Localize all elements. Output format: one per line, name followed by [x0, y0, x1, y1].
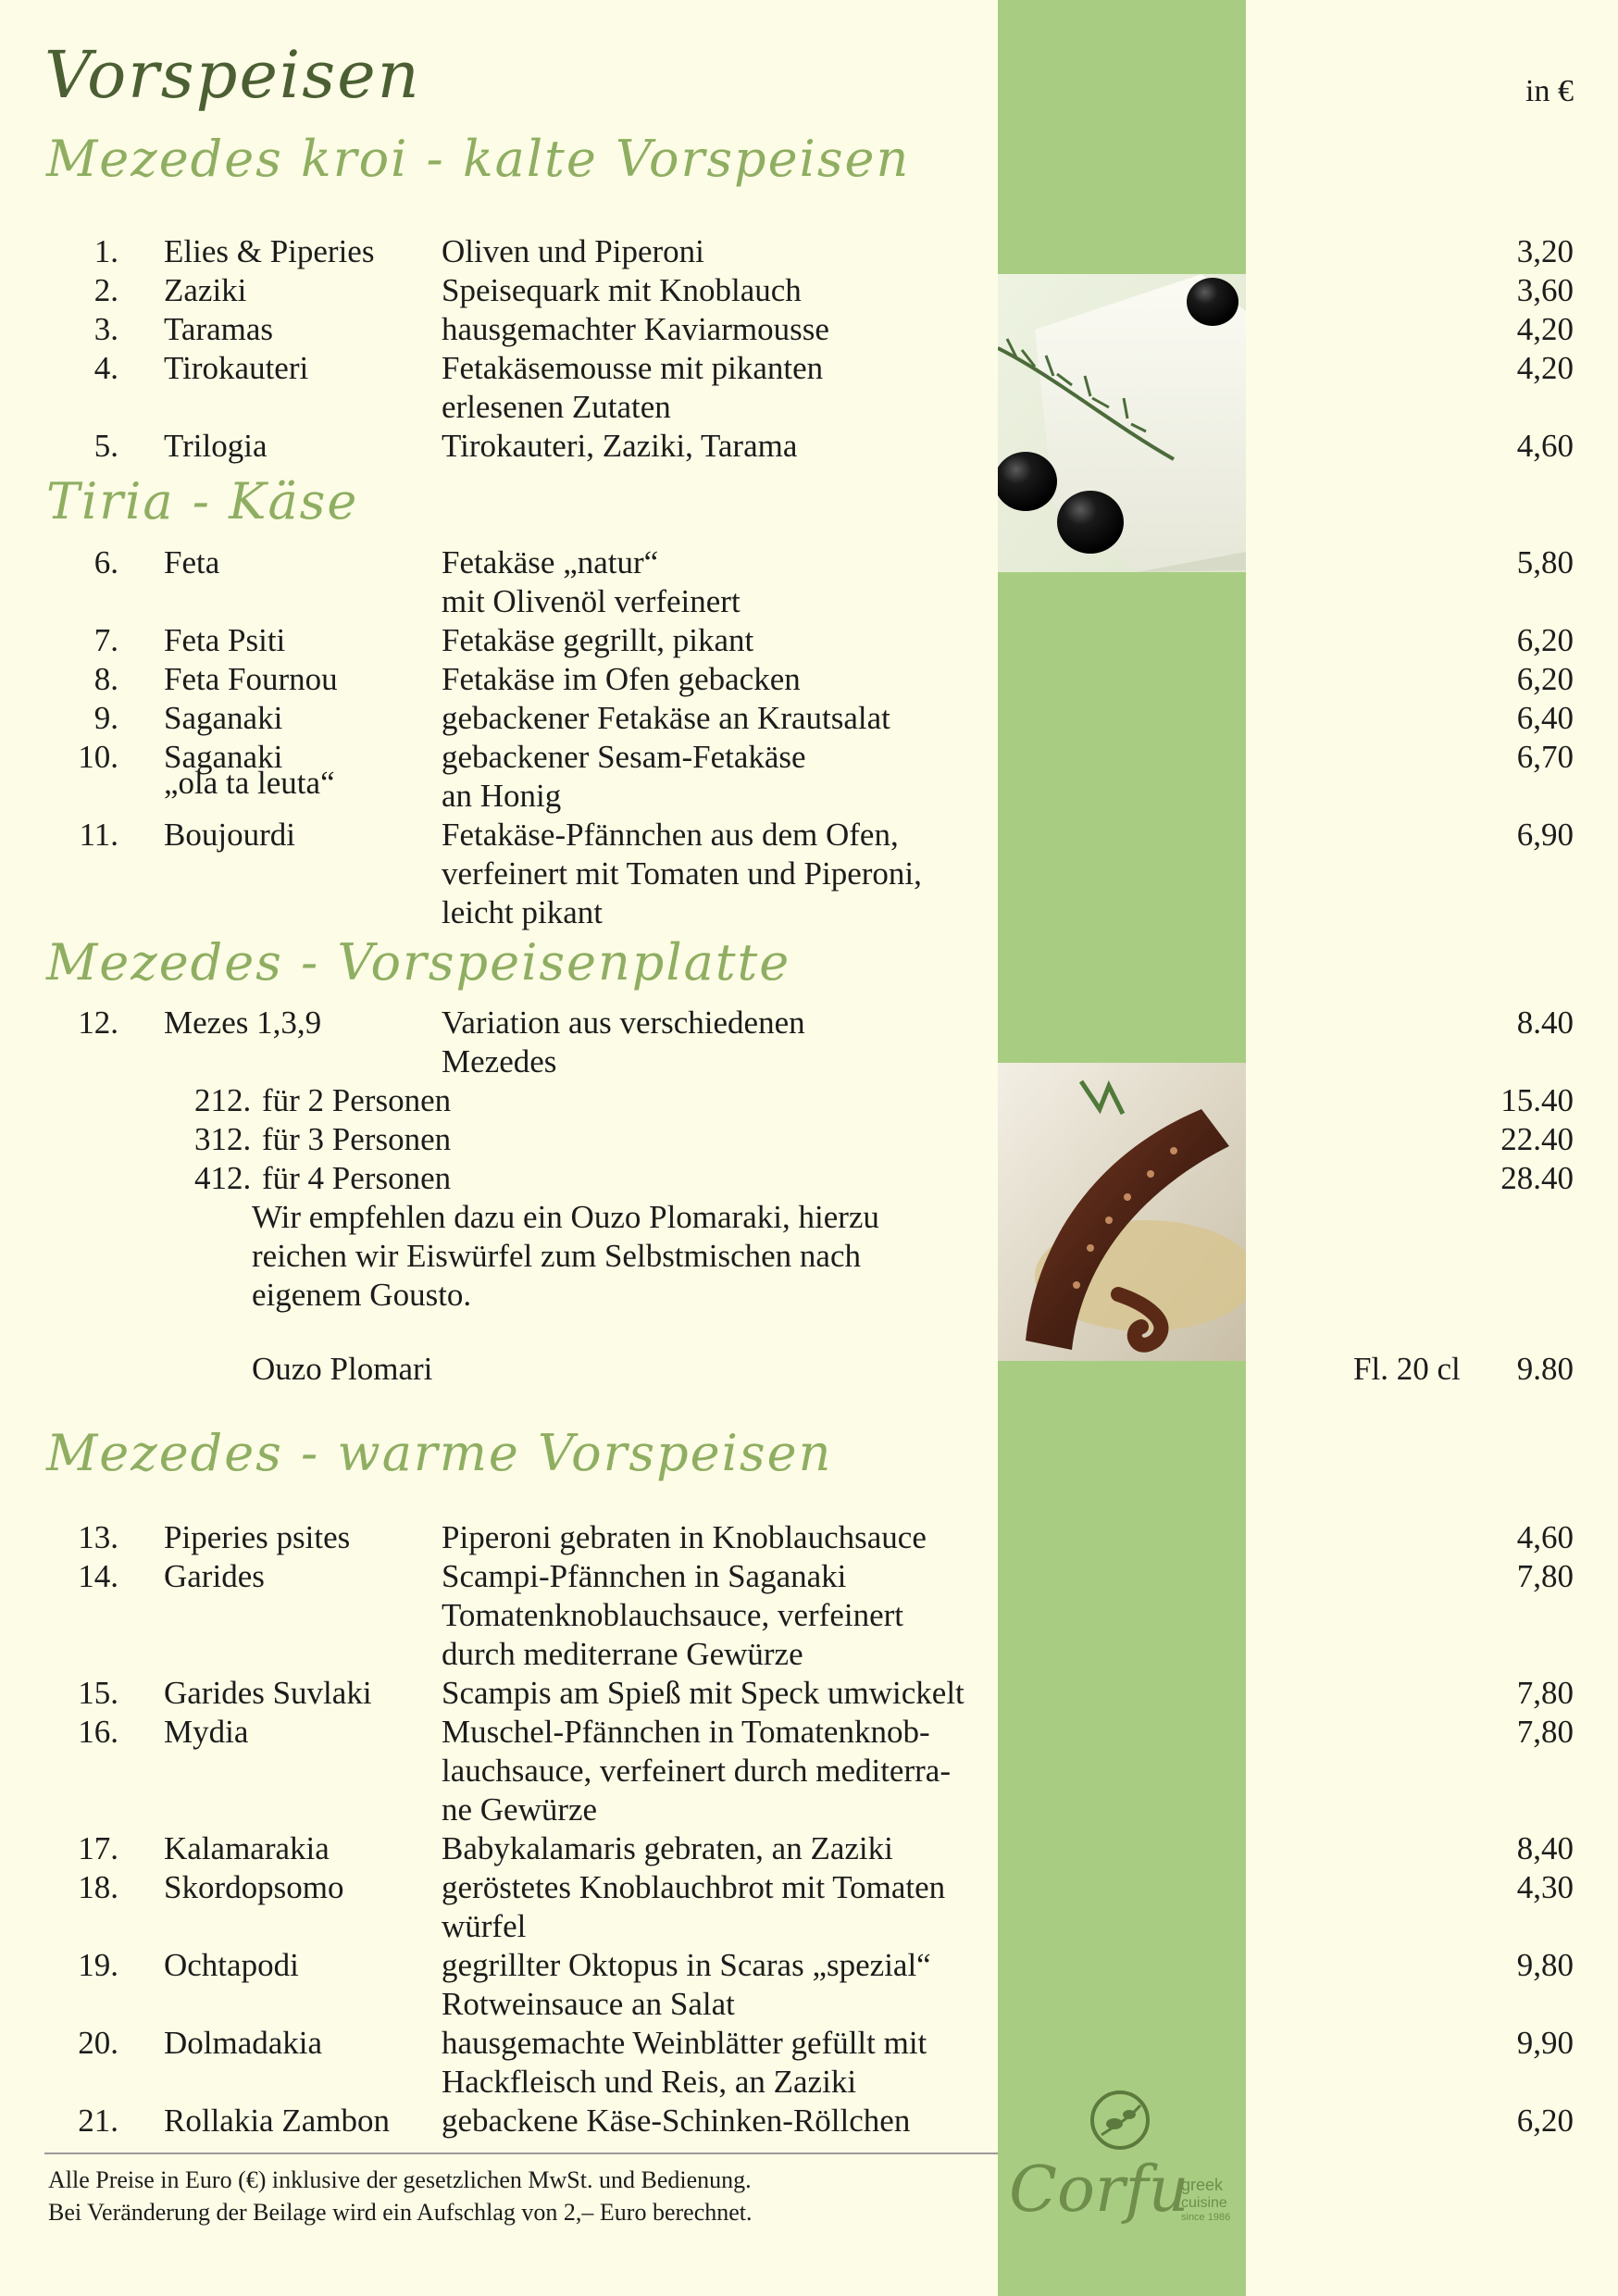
item-description: [442, 543, 997, 621]
item-name-line: Kalamarakia: [164, 1830, 330, 1866]
item-description-line: Scampis am Spieß mit Speck umwickelt: [442, 1675, 965, 1711]
footer-line-1: Alle Preise in Euro (€) inklusive der gesetzlichen MwSt. und Bedienung.: [48, 2166, 752, 2193]
item-number: 10.: [78, 739, 118, 775]
section-title-cheese: Tiria - Käse: [46, 472, 359, 530]
section-title-cold: Mezedes kroi - kalte Vorspeisen: [46, 130, 911, 188]
item-description-line: würfel: [442, 1908, 527, 1944]
item-description-line: Scampi-Pfännchen in Saganaki: [442, 1558, 847, 1594]
item-name: [164, 232, 432, 271]
item-description: [442, 1557, 997, 1674]
drink-price: 9.80: [1516, 1351, 1574, 1387]
item-description-line: verfeinert mit Tomaten und Piperoni,: [442, 855, 922, 892]
item-name: [164, 543, 432, 582]
item-description-line: an Honig: [442, 778, 562, 814]
item-price: 4,20: [1516, 350, 1574, 386]
item-number: 19.: [78, 1947, 118, 1983]
item-price: 3,60: [1516, 272, 1574, 308]
item-name-line: Boujourdi: [164, 817, 295, 853]
item-number: 9.: [93, 700, 118, 736]
item-description: [442, 699, 997, 738]
item-name: [164, 1518, 432, 1557]
platter-code: 412.: [194, 1160, 252, 1196]
item-price: 8,40: [1516, 1830, 1574, 1866]
item-number: 14.: [78, 1558, 118, 1594]
svg-text:greek: greek: [1181, 2176, 1224, 2194]
item-description-line: Mezedes: [442, 1043, 557, 1079]
item-name-line: Zaziki: [164, 272, 247, 308]
item-description-line: erlesenen Zutaten: [442, 389, 671, 425]
item-price: 6,20: [1516, 661, 1574, 697]
item-number: 15.: [78, 1675, 118, 1711]
recommendation-line: reichen wir Eiswürfel zum Selbstmischen nach: [252, 1238, 861, 1274]
item-price: 6,90: [1516, 817, 1574, 853]
drink-name: Ouzo Plomari: [252, 1351, 433, 1387]
item-name: [164, 1557, 432, 1596]
item-description-line: gebackene Käse-Schinken-Röllchen: [442, 2103, 911, 2139]
item-name-line: Feta: [164, 544, 220, 580]
item-description-line: Fetakäsemousse mit pikanten: [442, 350, 824, 386]
item-price: 3,20: [1516, 233, 1574, 269]
item-name-line: Mydia: [164, 1714, 249, 1750]
item-number: 5.: [93, 428, 118, 464]
grilled-octopus-photo: [998, 1063, 1246, 1361]
item-number: 8.: [93, 661, 118, 697]
item-name: [164, 660, 432, 699]
item-name-line: Tirokauteri: [164, 350, 309, 386]
item-description: [442, 310, 997, 349]
item-description: [442, 2024, 997, 2102]
item-description: [442, 1674, 997, 1713]
item-description: [442, 621, 997, 660]
item-price: 4,60: [1516, 428, 1574, 464]
item-name: [164, 1674, 432, 1713]
item-number: 12.: [78, 1004, 118, 1041]
item-description: [442, 738, 997, 816]
item-name: [164, 1713, 432, 1752]
item-description-line: hausgemachte Weinblätter gefüllt mit: [442, 2025, 927, 2061]
item-description-line: Speisequark mit Knoblauch: [442, 272, 802, 308]
footer-divider: [44, 2152, 998, 2154]
item-number: 2.: [93, 272, 118, 308]
item-price: 9,90: [1516, 2025, 1574, 2061]
item-name: [164, 310, 432, 349]
item-price: 8.40: [1516, 1004, 1574, 1041]
item-name-line: „ola ta leuta“: [164, 765, 335, 801]
item-number: 18.: [78, 1869, 118, 1905]
platter-code: 312.: [194, 1121, 252, 1157]
platter-label: für 4 Personen: [262, 1160, 452, 1196]
item-description-line: hausgemachter Kaviarmousse: [442, 311, 829, 347]
item-number: 21.: [78, 2103, 118, 2139]
item-name-line: Piperies psites: [164, 1519, 351, 1555]
recommendation-line: Wir empfehlen dazu ein Ouzo Plomaraki, hierzu: [252, 1199, 879, 1235]
item-name: [164, 699, 432, 738]
svg-text:cuisine: cuisine: [1181, 2195, 1227, 2211]
item-name: [164, 1868, 432, 1907]
platter-label: für 2 Personen: [262, 1082, 452, 1118]
section-title-platter: Mezedes - Vorspeisenplatte: [46, 933, 791, 992]
item-name-line: Trilogia: [164, 428, 268, 464]
item-number: 6.: [93, 544, 118, 580]
item-description-line: gebackener Fetakäse an Krautsalat: [442, 700, 890, 736]
item-price: 6,40: [1516, 700, 1574, 736]
item-price: 4,30: [1516, 1869, 1574, 1905]
item-description: [442, 1946, 997, 2024]
item-price: 5,80: [1516, 544, 1574, 580]
item-name-line: Elies & Piperies: [164, 233, 375, 269]
platter-label: für 3 Personen: [262, 1121, 452, 1157]
item-price: 6,20: [1516, 2103, 1574, 2139]
item-number: 11.: [79, 817, 118, 853]
item-name-line: Saganaki: [164, 739, 283, 775]
item-description: [442, 660, 997, 699]
currency-label: in €: [1525, 74, 1574, 108]
item-number: 16.: [78, 1714, 118, 1750]
item-description-line: Fetakäse-Pfännchen aus dem Ofen,: [442, 817, 899, 853]
item-description-line: Tomatenknoblauchsauce, verfeinert: [442, 1597, 903, 1633]
item-price: 7,80: [1516, 1675, 1574, 1711]
platter-price: 15.40: [1500, 1082, 1574, 1118]
item-name: [164, 1946, 432, 1985]
svg-text:since 1986: since 1986: [1181, 2212, 1231, 2223]
item-name-line: Rollakia Zambon: [164, 2103, 390, 2139]
item-name-line: Garides: [164, 1558, 265, 1594]
item-name-line: Taramas: [164, 311, 274, 347]
item-name: [164, 427, 432, 466]
item-description-line: Fetakäse im Ofen gebacken: [442, 661, 801, 697]
item-name: [164, 816, 432, 855]
item-price: 6,20: [1516, 622, 1574, 658]
feta-olives-photo: [998, 274, 1246, 572]
item-description-line: gegrillter Oktopus in Scaras „spezial“: [442, 1947, 931, 1983]
item-price: 7,80: [1516, 1558, 1574, 1594]
item-number: 13.: [78, 1519, 118, 1555]
item-description: [442, 1004, 997, 1081]
item-description-line: lauchsauce, verfeinert durch mediterra-: [442, 1753, 951, 1789]
item-name: [164, 349, 432, 388]
platter-price: 22.40: [1500, 1121, 1574, 1157]
drink-size: Fl. 20 cl: [1353, 1351, 1461, 1387]
item-name-line: Skordopsomo: [164, 1869, 344, 1905]
footer-line-2: Bei Veränderung der Beilage wird ein Aufschlag von 2,– Euro berechnet.: [48, 2199, 753, 2226]
item-description: [442, 816, 997, 932]
page-title: Vorspeisen: [44, 37, 421, 113]
item-description-line: Variation aus verschiedenen: [442, 1004, 805, 1041]
item-description-line: leicht pikant: [442, 894, 603, 930]
item-name: [164, 1829, 432, 1868]
item-price: 4,20: [1516, 311, 1574, 347]
item-description: [442, 232, 997, 271]
item-description: [442, 349, 997, 427]
platter-price: 28.40: [1500, 1160, 1574, 1196]
item-name: [164, 271, 432, 310]
item-description-line: Tirokauteri, Zaziki, Tarama: [442, 428, 798, 464]
recommendation-line: eigenem Gousto.: [252, 1277, 472, 1313]
item-description-line: durch mediterrane Gewürze: [442, 1636, 803, 1672]
item-description-line: Rotweinsauce an Salat: [442, 1986, 735, 2022]
item-description-line: Muschel-Pfännchen in Tomatenknob-: [442, 1714, 930, 1750]
footer-note: [48, 2164, 753, 2228]
item-description: [442, 1829, 997, 1868]
item-name: [164, 2102, 432, 2140]
item-description-line: gebackener Sesam-Fetakäse: [442, 739, 806, 775]
item-description-line: geröstetes Knoblauchbrot mit Tomaten: [442, 1869, 946, 1905]
item-description: [442, 1713, 997, 1829]
item-description: [442, 427, 997, 466]
item-name-line: Garides Suvlaki: [164, 1675, 372, 1711]
item-description-line: Babykalamaris gebraten, an Zaziki: [442, 1830, 893, 1866]
item-number: 7.: [93, 622, 118, 658]
item-description-line: Oliven und Piperoni: [442, 233, 704, 269]
item-description: [442, 271, 997, 310]
section-title-warm: Mezedes - warme Vorspeisen: [46, 1424, 833, 1482]
item-name-line: Dolmadakia: [164, 2025, 323, 2061]
item-number: 20.: [78, 2025, 118, 2061]
platter-code: 212.: [194, 1082, 252, 1118]
item-description: [442, 1518, 997, 1557]
item-description-line: mit Olivenöl verfeinert: [442, 583, 741, 619]
item-price: 7,80: [1516, 1714, 1574, 1750]
item-price: 9,80: [1516, 1947, 1574, 1983]
item-name-line: Mezes 1,3,9: [164, 1004, 322, 1041]
item-name-line: Saganaki: [164, 700, 283, 736]
item-description-line: Hackfleisch und Reis, an Zaziki: [442, 2064, 857, 2100]
item-name-line: Ochtapodi: [164, 1947, 299, 1983]
item-description-line: ne Gewürze: [442, 1791, 598, 1828]
item-description: [442, 2102, 997, 2140]
item-number: 1.: [93, 233, 118, 269]
item-name: [164, 2024, 432, 2063]
item-description: [442, 1868, 997, 1946]
item-name: [164, 621, 432, 660]
item-name: [164, 738, 432, 803]
item-description-line: Fetakäse gegrillt, pikant: [442, 622, 754, 658]
item-price: 4,60: [1516, 1519, 1574, 1555]
ouzo-recommendation: [252, 1198, 983, 1315]
item-name-line: Feta Fournou: [164, 661, 338, 697]
item-number: 17.: [78, 1830, 118, 1866]
item-price: 6,70: [1516, 739, 1574, 775]
svg-text:Corfu: Corfu: [1009, 2153, 1189, 2227]
item-number: 4.: [93, 350, 118, 386]
corfu-logo: [1000, 2081, 1246, 2248]
item-name-line: Feta Psiti: [164, 622, 286, 658]
item-name: [164, 1004, 432, 1042]
item-number: 3.: [93, 311, 118, 347]
item-description-line: Fetakäse „natur“: [442, 544, 659, 580]
item-description-line: Piperoni gebraten in Knoblauchsauce: [442, 1519, 927, 1555]
